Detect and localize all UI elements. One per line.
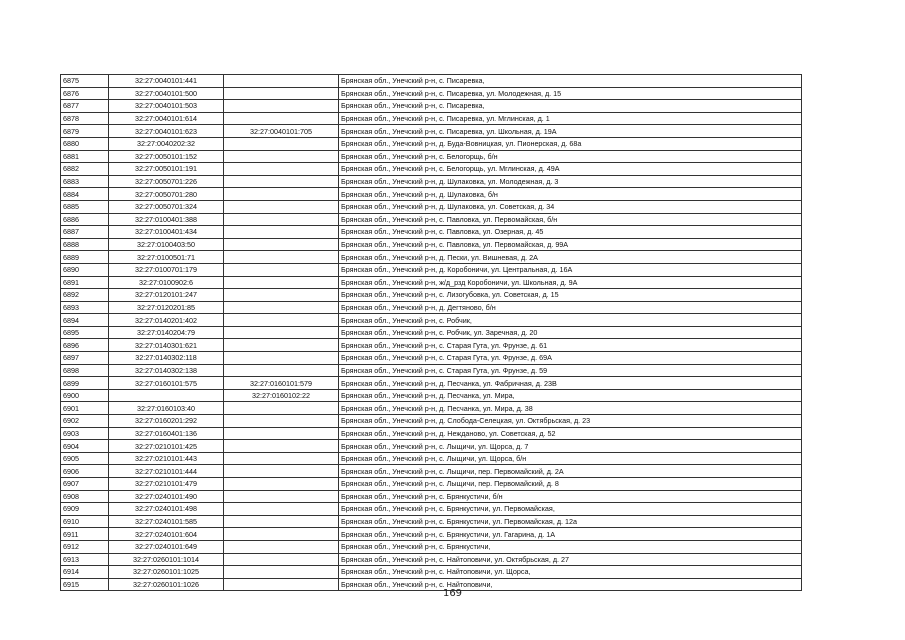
linked-cadastral-number-cell xyxy=(224,452,339,465)
table-row xyxy=(61,314,802,327)
linked-cadastral-number-cell xyxy=(224,364,339,377)
row-number-cell: 6898 xyxy=(61,364,109,377)
table-row xyxy=(61,326,802,339)
linked-cadastral-number-cell xyxy=(224,163,339,176)
row-number-cell: 6907 xyxy=(61,478,109,491)
table-row xyxy=(61,301,802,314)
cadastral-number-cell: 32:27:0040101:500 xyxy=(109,87,224,100)
cadastral-number-cell: 32:27:0140301:621 xyxy=(109,339,224,352)
linked-cadastral-number-cell xyxy=(224,87,339,100)
row-number-cell: 6903 xyxy=(61,427,109,440)
row-number-cell: 6887 xyxy=(61,226,109,239)
linked-cadastral-number-cell: 32:27:0160101:579 xyxy=(224,377,339,390)
address-cell: Брянская обл., Унечский р-н, д. Песчанка, ул. Фабричная, д. 23В xyxy=(339,377,802,390)
address-cell: Брянская обл., Унечский р-н, с. Писаревка, ул. Мглинская, д. 1 xyxy=(339,112,802,125)
address-cell: Брянская обл., Унечский р-н, с. Найтоповичи, xyxy=(339,578,802,591)
table-row xyxy=(61,440,802,453)
cadastral-number-cell: 32:27:0160401:136 xyxy=(109,427,224,440)
address-cell: Брянская обл., Унечский р-н, с. Брянкустичи, ул. Первомайская, xyxy=(339,503,802,516)
table-row xyxy=(61,200,802,213)
linked-cadastral-number-cell xyxy=(224,427,339,440)
cadastral-number-cell: 32:27:0260101:1026 xyxy=(109,578,224,591)
table-row xyxy=(61,238,802,251)
cadastral-number-cell: 32:27:0240101:498 xyxy=(109,503,224,516)
linked-cadastral-number-cell xyxy=(224,188,339,201)
row-number-cell: 6892 xyxy=(61,289,109,302)
address-cell: Брянская обл., Унечский р-н, с. Павловка, ул. Первомайская, д. 99А xyxy=(339,238,802,251)
address-cell: Брянская обл., Унечский р-н, с. Брянкустичи, xyxy=(339,540,802,553)
address-cell: Брянская обл., Унечский р-н, д. Шулаковка, ул. Советская, д. 34 xyxy=(339,200,802,213)
table-row xyxy=(61,389,802,402)
linked-cadastral-number-cell xyxy=(224,339,339,352)
table-row xyxy=(61,515,802,528)
linked-cadastral-number-cell xyxy=(224,112,339,125)
cadastral-number-cell: 32:27:0040101:614 xyxy=(109,112,224,125)
table-row xyxy=(61,540,802,553)
table-row xyxy=(61,175,802,188)
cadastral-number-cell: 32:27:0050701:324 xyxy=(109,200,224,213)
linked-cadastral-number-cell xyxy=(224,515,339,528)
linked-cadastral-number-cell xyxy=(224,503,339,516)
linked-cadastral-number-cell xyxy=(224,402,339,415)
linked-cadastral-number-cell xyxy=(224,490,339,503)
table-row xyxy=(61,377,802,390)
row-number-cell: 6883 xyxy=(61,175,109,188)
cadastral-number-cell: 32:27:0210101:425 xyxy=(109,440,224,453)
cadastral-number-cell: 32:27:0240101:649 xyxy=(109,540,224,553)
linked-cadastral-number-cell: 32:27:0160102:22 xyxy=(224,389,339,402)
address-cell: Брянская обл., Унечский р-н, с. Робчик, xyxy=(339,314,802,327)
table-row xyxy=(61,364,802,377)
cadastral-number-cell: 32:27:0140201:402 xyxy=(109,314,224,327)
cadastral-number-cell: 32:27:0100401:388 xyxy=(109,213,224,226)
address-cell: Брянская обл., Унечский р-н, с. Павловка, ул. Первомайская, б/н xyxy=(339,213,802,226)
address-cell: Брянская обл., Унечский р-н, с. Робчик, ул. Заречная, д. 20 xyxy=(339,326,802,339)
linked-cadastral-number-cell xyxy=(224,100,339,113)
table-row xyxy=(61,478,802,491)
row-number-cell: 6894 xyxy=(61,314,109,327)
address-cell: Брянская обл., Унечский р-н, д. Слобода-Селецкая, ул. Октябрьская, д. 23 xyxy=(339,415,802,428)
address-cell: Брянская обл., Унечский р-н, с. Брянкустичи, б/н xyxy=(339,490,802,503)
linked-cadastral-number-cell xyxy=(224,326,339,339)
table-row xyxy=(61,528,802,541)
address-cell: Брянская обл., Унечский р-н, с. Лыщичи, ул. Щорса, б/н xyxy=(339,452,802,465)
row-number-cell: 6886 xyxy=(61,213,109,226)
row-number-cell: 6890 xyxy=(61,263,109,276)
address-cell: Брянская обл., Унечский р-н, с. Найтоповичи, ул. Щорса, xyxy=(339,566,802,579)
address-cell: Брянская обл., Унечский р-н, д. Дегтяново, б/н xyxy=(339,301,802,314)
address-cell: Брянская обл., Унечский р-н, с. Писаревка, ул. Молодежная, д. 15 xyxy=(339,87,802,100)
cadastral-number-cell: 32:27:0100701:179 xyxy=(109,263,224,276)
cadastral-number-cell: 32:27:0040101:441 xyxy=(109,75,224,88)
row-number-cell: 6901 xyxy=(61,402,109,415)
row-number-cell: 6900 xyxy=(61,389,109,402)
address-cell: Брянская обл., Унечский р-н, с. Старая Гута, ул. Фрунзе, д. 69А xyxy=(339,352,802,365)
address-cell: Брянская обл., Унечский р-н, д. Песчанка, ул. Мира, д. 38 xyxy=(339,402,802,415)
cadastral-number-cell: 32:27:0260101:1014 xyxy=(109,553,224,566)
address-cell: Брянская обл., Унечский р-н, с. Лыщичи, пер. Первомайский, д. 2А xyxy=(339,465,802,478)
row-number-cell: 6899 xyxy=(61,377,109,390)
linked-cadastral-number-cell xyxy=(224,238,339,251)
cadastral-number-cell: 32:27:0040202:32 xyxy=(109,137,224,150)
linked-cadastral-number-cell: 32:27:0040101:705 xyxy=(224,125,339,138)
cadastral-number-cell: 32:27:0120101:247 xyxy=(109,289,224,302)
table-row xyxy=(61,150,802,163)
cadastral-number-cell: 32:27:0260101:1025 xyxy=(109,566,224,579)
table-row xyxy=(61,276,802,289)
cadastral-number-cell: 32:27:0160103:40 xyxy=(109,402,224,415)
table-row xyxy=(61,188,802,201)
address-cell: Брянская обл., Унечский р-н, с. Лыщичи, ул. Щорса, д. 7 xyxy=(339,440,802,453)
address-cell: Брянская обл., Унечский р-н, ж/д_рзд Коробоничи, ул. Школьная, д. 9А xyxy=(339,276,802,289)
row-number-cell: 6888 xyxy=(61,238,109,251)
linked-cadastral-number-cell xyxy=(224,75,339,88)
cadastral-number-cell: 32:27:0050101:191 xyxy=(109,163,224,176)
table-row xyxy=(61,100,802,113)
address-cell: Брянская обл., Унечский р-н, с. Брянкустичи, ул. Первомайская, д. 12а xyxy=(339,515,802,528)
cadastral-number-cell: 32:27:0050701:280 xyxy=(109,188,224,201)
row-number-cell: 6914 xyxy=(61,566,109,579)
cadastral-number-cell: 32:27:0210101:443 xyxy=(109,452,224,465)
address-cell: Брянская обл., Унечский р-н, с. Старая Гута, ул. Фрунзе, д. 59 xyxy=(339,364,802,377)
cadastral-number-cell: 32:27:0140302:118 xyxy=(109,352,224,365)
address-cell: Брянская обл., Унечский р-н, с. Писаревка, xyxy=(339,100,802,113)
linked-cadastral-number-cell xyxy=(224,465,339,478)
table-row xyxy=(61,339,802,352)
linked-cadastral-number-cell xyxy=(224,137,339,150)
row-number-cell: 6881 xyxy=(61,150,109,163)
cadastral-number-cell: 32:27:0100403:50 xyxy=(109,238,224,251)
linked-cadastral-number-cell xyxy=(224,314,339,327)
address-cell: Брянская обл., Унечский р-н, с. Лыщичи, пер. Первомайский, д. 8 xyxy=(339,478,802,491)
address-cell: Брянская обл., Унечский р-н, д. Шулаковка, б/н xyxy=(339,188,802,201)
linked-cadastral-number-cell xyxy=(224,175,339,188)
row-number-cell: 6877 xyxy=(61,100,109,113)
row-number-cell: 6908 xyxy=(61,490,109,503)
row-number-cell: 6911 xyxy=(61,528,109,541)
address-cell: Брянская обл., Унечский р-н, д. Песчанка, ул. Мира, xyxy=(339,389,802,402)
linked-cadastral-number-cell xyxy=(224,213,339,226)
cadastral-number-cell: 32:27:0140204:79 xyxy=(109,326,224,339)
table-row xyxy=(61,226,802,239)
cadastral-number-cell: 32:27:0100902:6 xyxy=(109,276,224,289)
table-row xyxy=(61,289,802,302)
table-row xyxy=(61,566,802,579)
table-row xyxy=(61,163,802,176)
row-number-cell: 6891 xyxy=(61,276,109,289)
address-cell: Брянская обл., Унечский р-н, с. Писаревка, ул. Школьная, д. 19А xyxy=(339,125,802,138)
address-cell: Брянская обл., Унечский р-н, с. Белогорщь, б/н xyxy=(339,150,802,163)
linked-cadastral-number-cell xyxy=(224,553,339,566)
table-row xyxy=(61,415,802,428)
table-row xyxy=(61,263,802,276)
linked-cadastral-number-cell xyxy=(224,478,339,491)
row-number-cell: 6906 xyxy=(61,465,109,478)
row-number-cell: 6893 xyxy=(61,301,109,314)
table-row xyxy=(61,75,802,88)
row-number-cell: 6882 xyxy=(61,163,109,176)
linked-cadastral-number-cell xyxy=(224,528,339,541)
cadastral-number-cell: 32:27:0100501:71 xyxy=(109,251,224,264)
row-number-cell: 6912 xyxy=(61,540,109,553)
address-cell: Брянская обл., Унечский р-н, с. Писаревка, xyxy=(339,75,802,88)
table-row xyxy=(61,553,802,566)
table-row xyxy=(61,427,802,440)
row-number-cell: 6875 xyxy=(61,75,109,88)
linked-cadastral-number-cell xyxy=(224,301,339,314)
cadastral-number-cell: 32:27:0240101:585 xyxy=(109,515,224,528)
cadastral-number-cell: 32:27:0040101:623 xyxy=(109,125,224,138)
cadastral-number-cell xyxy=(109,389,224,402)
address-cell: Брянская обл., Унечский р-н, д. Пески, ул. Вишневая, д. 2А xyxy=(339,251,802,264)
table-row xyxy=(61,352,802,365)
cadastral-number-cell: 32:27:0040101:503 xyxy=(109,100,224,113)
row-number-cell: 6876 xyxy=(61,87,109,100)
table-row xyxy=(61,125,802,138)
row-number-cell: 6879 xyxy=(61,125,109,138)
cadastral-number-cell: 32:27:0120201:85 xyxy=(109,301,224,314)
address-cell: Брянская обл., Унечский р-н, д. Нежданово, ул. Советская, д. 52 xyxy=(339,427,802,440)
row-number-cell: 6878 xyxy=(61,112,109,125)
row-number-cell: 6895 xyxy=(61,326,109,339)
row-number-cell: 6880 xyxy=(61,137,109,150)
row-number-cell: 6885 xyxy=(61,200,109,213)
linked-cadastral-number-cell xyxy=(224,566,339,579)
linked-cadastral-number-cell xyxy=(224,276,339,289)
row-number-cell: 6915 xyxy=(61,578,109,591)
row-number-cell: 6884 xyxy=(61,188,109,201)
linked-cadastral-number-cell xyxy=(224,289,339,302)
linked-cadastral-number-cell xyxy=(224,415,339,428)
linked-cadastral-number-cell xyxy=(224,352,339,365)
address-cell: Брянская обл., Унечский р-н, с. Найтоповичи, ул. Октябрьская, д. 27 xyxy=(339,553,802,566)
table-row xyxy=(61,503,802,516)
address-cell: Брянская обл., Унечский р-н, д. Буда-Вовницкая, ул. Пионерская, д. 68а xyxy=(339,137,802,150)
cadastral-number-cell: 32:27:0160201:292 xyxy=(109,415,224,428)
cadastral-number-cell: 32:27:0160101:575 xyxy=(109,377,224,390)
registry-table xyxy=(60,74,802,591)
cadastral-number-cell: 32:27:0050701:226 xyxy=(109,175,224,188)
row-number-cell: 6889 xyxy=(61,251,109,264)
address-cell: Брянская обл., Унечский р-н, с. Старая Гута, ул. Фрунзе, д. 61 xyxy=(339,339,802,352)
table-row xyxy=(61,112,802,125)
table-row xyxy=(61,87,802,100)
linked-cadastral-number-cell xyxy=(224,263,339,276)
linked-cadastral-number-cell xyxy=(224,440,339,453)
row-number-cell: 6910 xyxy=(61,515,109,528)
cadastral-number-cell: 32:27:0240101:490 xyxy=(109,490,224,503)
address-cell: Брянская обл., Унечский р-н, с. Белогорщь, ул. Мглинская, д. 49А xyxy=(339,163,802,176)
cadastral-number-cell: 32:27:0140302:138 xyxy=(109,364,224,377)
row-number-cell: 6905 xyxy=(61,452,109,465)
page-number: 169 xyxy=(442,588,463,599)
row-number-cell: 6896 xyxy=(61,339,109,352)
table-row xyxy=(61,402,802,415)
address-cell: Брянская обл., Унечский р-н, с. Лизогубовка, ул. Советская, д. 15 xyxy=(339,289,802,302)
row-number-cell: 6909 xyxy=(61,503,109,516)
linked-cadastral-number-cell xyxy=(224,251,339,264)
table-row xyxy=(61,452,802,465)
cadastral-number-cell: 32:27:0210101:444 xyxy=(109,465,224,478)
linked-cadastral-number-cell xyxy=(224,226,339,239)
linked-cadastral-number-cell xyxy=(224,200,339,213)
table-row xyxy=(61,213,802,226)
linked-cadastral-number-cell xyxy=(224,150,339,163)
cadastral-number-cell: 32:27:0100401:434 xyxy=(109,226,224,239)
registry-table-body xyxy=(61,75,802,591)
address-cell: Брянская обл., Унечский р-н, д. Коробоничи, ул. Центральная, д. 16А xyxy=(339,263,802,276)
row-number-cell: 6904 xyxy=(61,440,109,453)
table-row xyxy=(61,251,802,264)
table-row xyxy=(61,465,802,478)
address-cell: Брянская обл., Унечский р-н, с. Брянкустичи, ул. Гагарина, д. 1А xyxy=(339,528,802,541)
cadastral-number-cell: 32:27:0210101:479 xyxy=(109,478,224,491)
address-cell: Брянская обл., Унечский р-н, д. Шулаковка, ул. Молодежная, д. 3 xyxy=(339,175,802,188)
linked-cadastral-number-cell xyxy=(224,540,339,553)
table-row xyxy=(61,490,802,503)
row-number-cell: 6897 xyxy=(61,352,109,365)
cadastral-number-cell: 32:27:0240101:604 xyxy=(109,528,224,541)
table-row xyxy=(61,137,802,150)
row-number-cell: 6902 xyxy=(61,415,109,428)
cadastral-number-cell: 32:27:0050101:152 xyxy=(109,150,224,163)
row-number-cell: 6913 xyxy=(61,553,109,566)
address-cell: Брянская обл., Унечский р-н, с. Павловка, ул. Озерная, д. 45 xyxy=(339,226,802,239)
